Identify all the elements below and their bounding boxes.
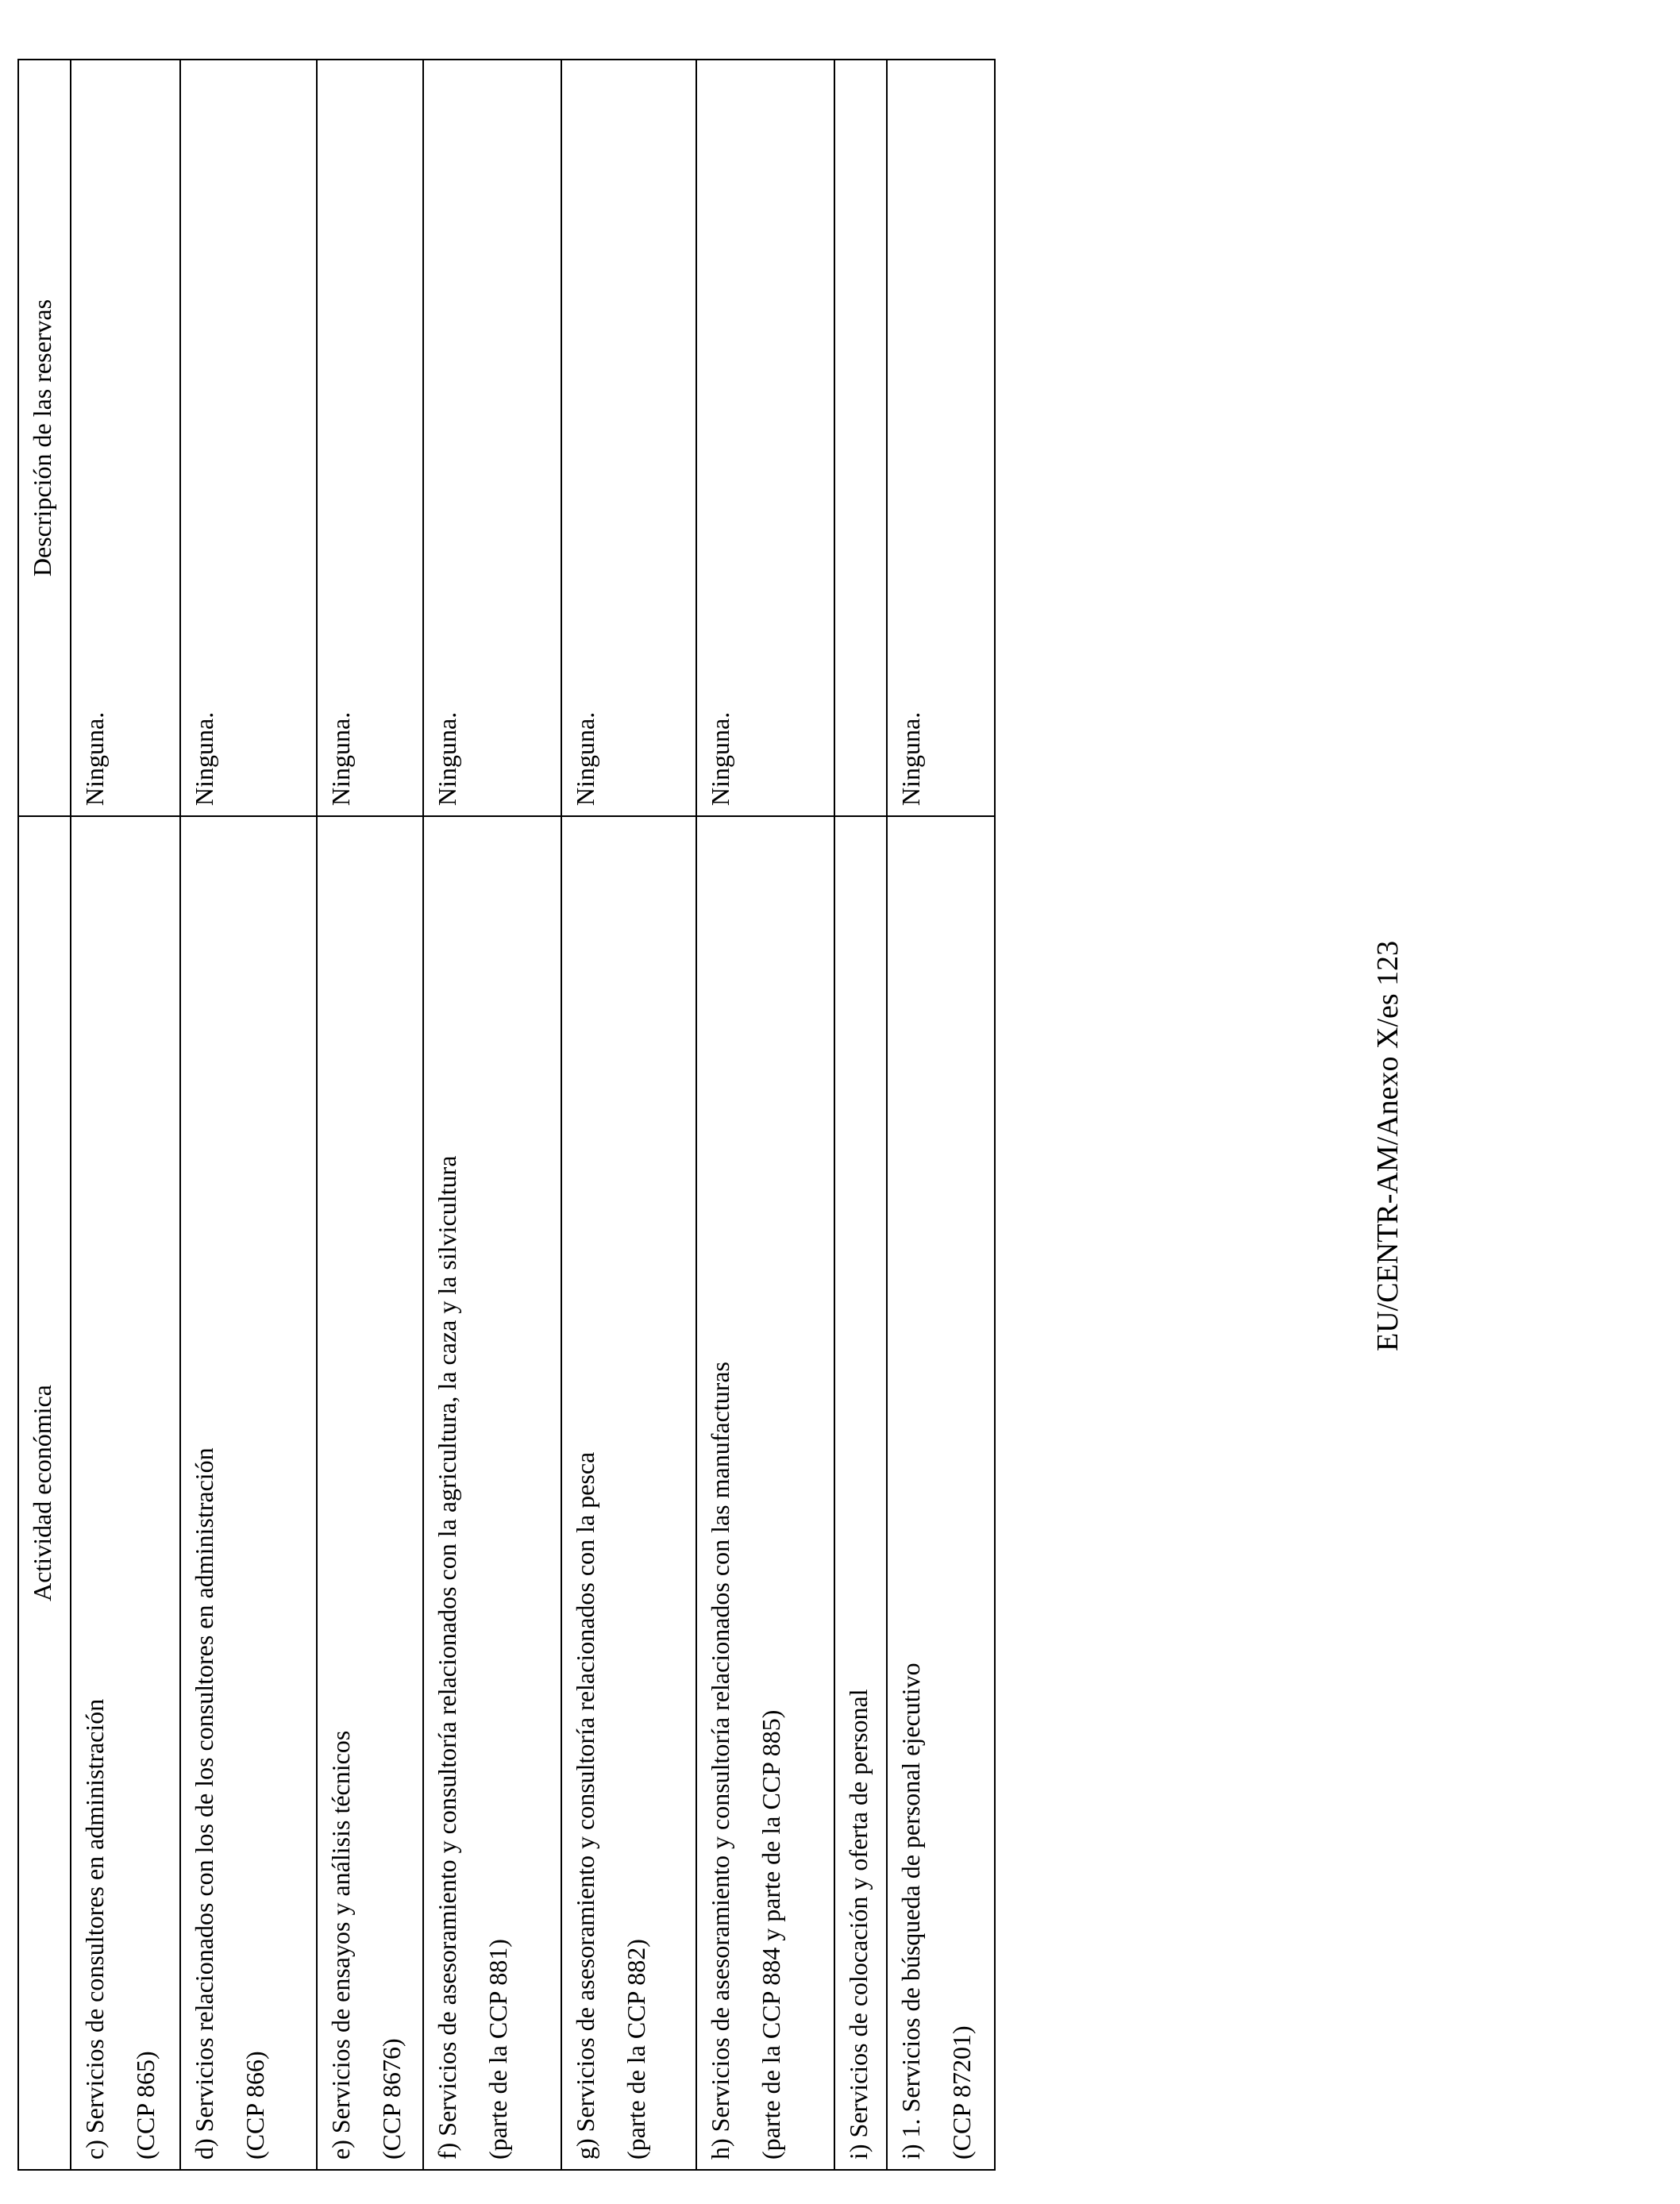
ccp-code: (parte de la CCP 881) (484, 1939, 512, 2160)
table-header-row (18, 60, 71, 2170)
ccp-code: (CCP 8676) (377, 2038, 406, 2160)
activity-text: g) Servicios de asesoramiento y consultoría relacionados con la pesca (571, 1451, 599, 2160)
header-description: Descripción de las reservas (18, 60, 71, 816)
activity-cell (71, 816, 180, 2170)
table-row (180, 60, 317, 2170)
activity-cell (887, 816, 995, 2170)
description-cell (834, 60, 887, 816)
description-cell: Ninguna. (561, 60, 696, 816)
description-cell: Ninguna. (887, 60, 995, 816)
activity-cell (180, 816, 317, 2170)
table-row (561, 60, 696, 2170)
table-row (834, 60, 887, 2170)
ccp-code: (CCP 87201) (947, 2025, 976, 2160)
activity-text: e) Servicios de ensayos y análisis técnicos (326, 1730, 355, 2160)
description-cell: Ninguna. (71, 60, 180, 816)
table-row (71, 60, 180, 2170)
activity-cell (834, 816, 887, 2170)
description-cell: Ninguna. (317, 60, 423, 816)
reservations-table (17, 59, 996, 2171)
page-footer (1370, 880, 1425, 1356)
table-row (696, 60, 834, 2170)
activity-text: i) Servicios de colocación y oferta de personal (844, 1689, 873, 2160)
ccp-code: (parte de la CCP 882) (622, 1939, 650, 2160)
activity-cell (696, 816, 834, 2170)
footer-label: EU/CENTR-AM/Anexo X/es 123 (1371, 940, 1404, 1351)
header-activity: Actividad económica (18, 816, 71, 2170)
activity-text: f) Servicios de asesoramiento y consultoría relacionados con la agricultura, la caza y la silvicultura (433, 1155, 461, 2160)
table-row (887, 60, 995, 2170)
activity-cell (423, 816, 561, 2170)
activity-cell (317, 816, 423, 2170)
ccp-code: (CCP 865) (131, 2051, 160, 2160)
activity-text: c) Servicios de consultores en administración (80, 1698, 109, 2160)
description-cell: Ninguna. (423, 60, 561, 816)
activity-cell (561, 816, 696, 2170)
table-row (423, 60, 561, 2170)
ccp-code: (parte de la CCP 884 y parte de la CCP 885) (757, 1709, 785, 2160)
ccp-code: (CCP 866) (241, 2051, 269, 2160)
reservations-table-container (17, 60, 994, 2171)
activity-text: i) 1. Servicios de búsqueda de personal ejecutivo (896, 1663, 925, 2160)
table-row (317, 60, 423, 2170)
activity-text: h) Servicios de asesoramiento y consultoría relacionados con las manufacturas (706, 1362, 734, 2160)
description-cell: Ninguna. (180, 60, 317, 816)
description-cell: Ninguna. (696, 60, 834, 816)
activity-text: d) Servicios relacionados con los de los consultores en administración (190, 1447, 218, 2160)
